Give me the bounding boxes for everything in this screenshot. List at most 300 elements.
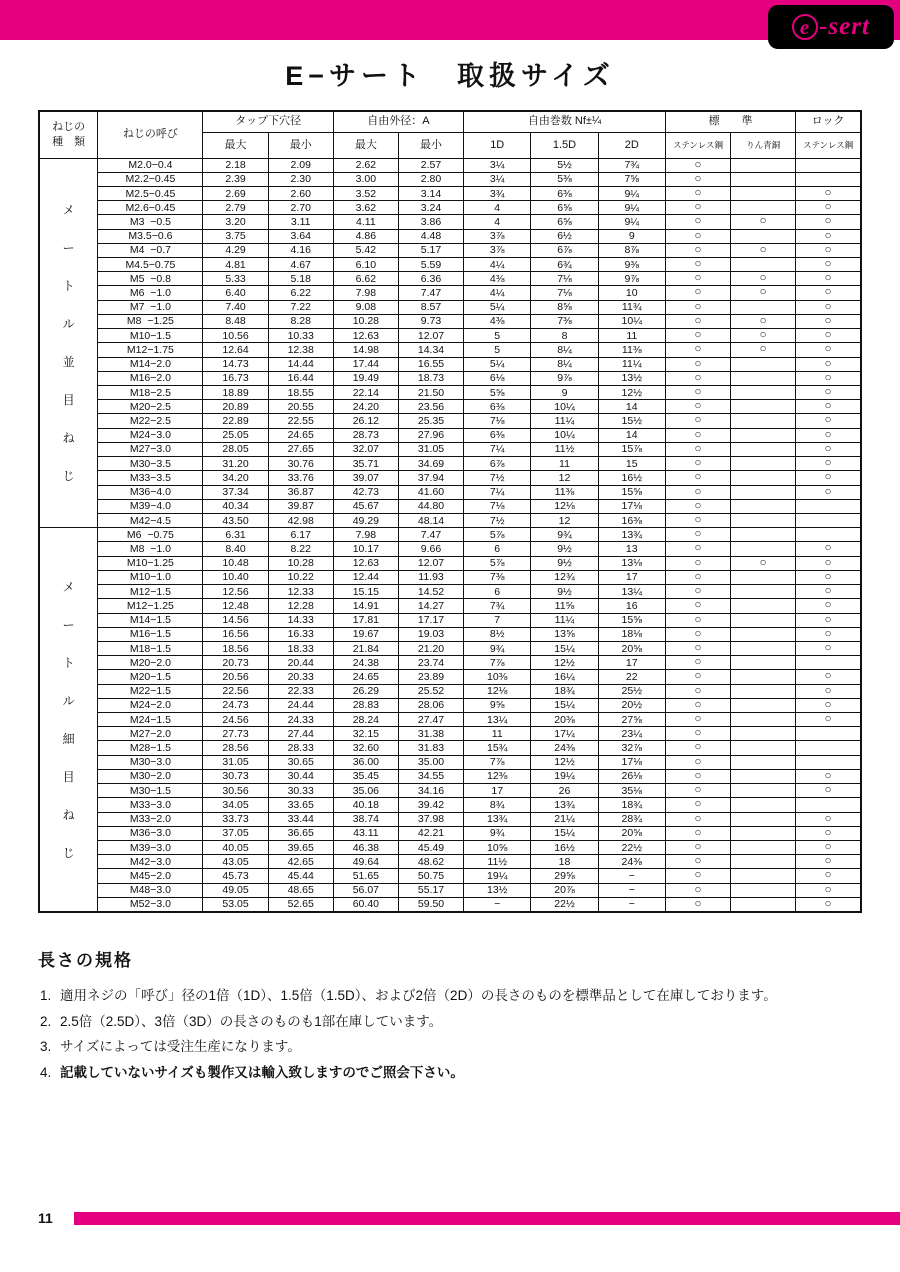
value-cell: 3.20 xyxy=(203,215,268,229)
availability-mark: ○ xyxy=(665,897,730,912)
value-cell: 38.74 xyxy=(333,812,398,826)
availability-mark xyxy=(731,400,796,414)
availability-mark: ○ xyxy=(665,457,730,471)
availability-mark xyxy=(731,542,796,556)
value-cell: 17⅛ xyxy=(598,755,665,769)
value-cell: 15¾ xyxy=(464,741,531,755)
value-cell: 2.62 xyxy=(333,158,398,172)
value-cell: 11⅜ xyxy=(531,485,598,499)
value-cell: 42.21 xyxy=(398,826,463,840)
note-number: 2. xyxy=(40,1013,52,1029)
value-cell: 25.52 xyxy=(398,684,463,698)
table-row xyxy=(39,513,861,527)
value-cell: 20.73 xyxy=(203,656,268,670)
value-cell: 18.55 xyxy=(268,386,333,400)
value-cell: 33.44 xyxy=(268,812,333,826)
value-cell: 22 xyxy=(598,670,665,684)
thread-size-cell: M27−2.0 xyxy=(98,727,203,741)
thread-size-cell: M4 −0.7 xyxy=(98,243,203,257)
value-cell: 10.22 xyxy=(268,570,333,584)
value-cell: 52.65 xyxy=(268,897,333,912)
table-row xyxy=(39,457,861,471)
availability-mark: ○ xyxy=(731,556,796,570)
value-cell: 39.65 xyxy=(268,841,333,855)
availability-mark: ○ xyxy=(796,855,861,869)
table-row xyxy=(39,357,861,371)
thread-size-cell: M30−1.5 xyxy=(98,784,203,798)
value-cell: 14.52 xyxy=(398,585,463,599)
availability-mark: ○ xyxy=(796,784,861,798)
value-cell: 10¼ xyxy=(531,400,598,414)
availability-mark xyxy=(731,841,796,855)
value-cell: 12.48 xyxy=(203,599,268,613)
value-cell: 24.65 xyxy=(268,428,333,442)
value-cell: 12 xyxy=(531,471,598,485)
thread-size-cell: M10−1.0 xyxy=(98,570,203,584)
value-cell: 3.00 xyxy=(333,172,398,186)
value-cell: 24.33 xyxy=(268,713,333,727)
value-cell: 6.31 xyxy=(203,528,268,542)
value-cell: 20⅞ xyxy=(531,883,598,897)
value-cell: − xyxy=(598,897,665,912)
value-cell: 35.00 xyxy=(398,755,463,769)
value-cell: 3.64 xyxy=(268,229,333,243)
availability-mark xyxy=(731,713,796,727)
value-cell: 15½ xyxy=(598,414,665,428)
header-free-coils: 自由巻数 Nf±¼ xyxy=(464,111,666,132)
availability-mark: ○ xyxy=(665,698,730,712)
table-row xyxy=(39,784,861,798)
value-cell: 25.05 xyxy=(203,428,268,442)
value-cell: 30.73 xyxy=(203,769,268,783)
availability-mark xyxy=(731,585,796,599)
table-row xyxy=(39,300,861,314)
value-cell: 12⅛ xyxy=(464,684,531,698)
value-cell: 2.09 xyxy=(268,158,333,172)
availability-mark: ○ xyxy=(665,769,730,783)
availability-mark: ○ xyxy=(665,371,730,385)
value-cell: 17 xyxy=(464,784,531,798)
value-cell: 30.76 xyxy=(268,457,333,471)
value-cell: 21¼ xyxy=(531,812,598,826)
size-table xyxy=(38,110,862,913)
availability-mark: ○ xyxy=(665,613,730,627)
value-cell: 36.65 xyxy=(268,826,333,840)
value-cell: 28.83 xyxy=(333,698,398,712)
value-cell: 28.05 xyxy=(203,442,268,456)
value-cell: 39.07 xyxy=(333,471,398,485)
value-cell: 40.18 xyxy=(333,798,398,812)
value-cell: 7¼ xyxy=(464,442,531,456)
thread-size-cell: M24−1.5 xyxy=(98,713,203,727)
value-cell: 15 xyxy=(598,457,665,471)
value-cell: 45.73 xyxy=(203,869,268,883)
table-row xyxy=(39,186,861,200)
value-cell: 6⅜ xyxy=(531,186,598,200)
value-cell: 28.24 xyxy=(333,713,398,727)
value-cell: 26.29 xyxy=(333,684,398,698)
value-cell: 42.73 xyxy=(333,485,398,499)
value-cell: 4⅜ xyxy=(464,314,531,328)
value-cell: 15⅝ xyxy=(598,613,665,627)
value-cell: 44.80 xyxy=(398,499,463,513)
value-cell: 17 xyxy=(598,570,665,584)
availability-mark xyxy=(731,741,796,755)
note-text: 適用ネジの「呼び」径の1倍（1D）、1.5倍（1.5D）、および2倍（2D）の長さのものを標準品として在庫しております。 xyxy=(60,988,777,1003)
value-cell: 8¼ xyxy=(531,343,598,357)
availability-mark: ○ xyxy=(665,641,730,655)
value-cell: 18¾ xyxy=(531,684,598,698)
value-cell: 2.69 xyxy=(203,186,268,200)
note-number: 4. xyxy=(40,1064,52,1080)
value-cell: 9¾ xyxy=(531,528,598,542)
value-cell: 20.33 xyxy=(268,670,333,684)
value-cell: 17.17 xyxy=(398,613,463,627)
availability-mark: ○ xyxy=(665,357,730,371)
value-cell: 23.56 xyxy=(398,400,463,414)
availability-mark: ○ xyxy=(796,243,861,257)
note-text: サイズによっては受注生産になります。 xyxy=(60,1039,301,1055)
thread-size-cell: M10−1.5 xyxy=(98,329,203,343)
value-cell: 31.05 xyxy=(398,442,463,456)
value-cell: 18.56 xyxy=(203,641,268,655)
value-cell: 7½ xyxy=(464,513,531,527)
value-cell: 43.50 xyxy=(203,513,268,527)
value-cell: 6⅜ xyxy=(464,400,531,414)
availability-mark xyxy=(731,428,796,442)
availability-mark: ○ xyxy=(796,570,861,584)
value-cell: 40.05 xyxy=(203,841,268,855)
value-cell: 27⅝ xyxy=(598,713,665,727)
availability-mark: ○ xyxy=(665,570,730,584)
availability-mark: ○ xyxy=(665,243,730,257)
availability-mark: ○ xyxy=(796,883,861,897)
value-cell: 14 xyxy=(598,400,665,414)
note-text: 記載していないサイズも製作又は輸入致しますのでご照会下さい。 xyxy=(60,1064,464,1080)
value-cell: 27.44 xyxy=(268,727,333,741)
value-cell: 8.22 xyxy=(268,542,333,556)
availability-mark xyxy=(731,755,796,769)
value-cell: 4.11 xyxy=(333,215,398,229)
value-cell: 5.33 xyxy=(203,272,268,286)
value-cell: 20⅝ xyxy=(598,826,665,840)
value-cell: 4.81 xyxy=(203,258,268,272)
availability-mark: ○ xyxy=(731,343,796,357)
value-cell: 8.57 xyxy=(398,300,463,314)
value-cell: 14.56 xyxy=(203,613,268,627)
value-cell: 17.44 xyxy=(333,357,398,371)
value-cell: 30.33 xyxy=(268,784,333,798)
value-cell: 15¼ xyxy=(531,641,598,655)
value-cell: 18¾ xyxy=(598,798,665,812)
availability-mark: ○ xyxy=(665,713,730,727)
esert-logo xyxy=(768,5,894,49)
availability-mark xyxy=(731,172,796,186)
availability-mark: ○ xyxy=(796,186,861,200)
value-cell: 28.56 xyxy=(203,741,268,755)
value-cell: 12.64 xyxy=(203,343,268,357)
value-cell: 2.18 xyxy=(203,158,268,172)
availability-mark: ○ xyxy=(796,457,861,471)
availability-mark xyxy=(731,670,796,684)
value-cell: 27.96 xyxy=(398,428,463,442)
value-cell: 9.08 xyxy=(333,300,398,314)
thread-size-cell: M33−3.5 xyxy=(98,471,203,485)
value-cell: 32⅞ xyxy=(598,741,665,755)
thread-size-cell: M2.5−0.45 xyxy=(98,186,203,200)
value-cell: 18.89 xyxy=(203,386,268,400)
length-spec-section xyxy=(38,946,862,1089)
availability-mark: ○ xyxy=(796,400,861,414)
value-cell: 8.28 xyxy=(268,314,333,328)
table-row xyxy=(39,713,861,727)
value-cell: 6⅝ xyxy=(531,215,598,229)
value-cell: 31.83 xyxy=(398,741,463,755)
thread-size-cell: M3 −0.5 xyxy=(98,215,203,229)
table-row xyxy=(39,371,861,385)
value-cell: 3.14 xyxy=(398,186,463,200)
value-cell: 7⅜ xyxy=(531,314,598,328)
availability-mark: ○ xyxy=(665,314,730,328)
table-row xyxy=(39,314,861,328)
table-row xyxy=(39,798,861,812)
table-row xyxy=(39,627,861,641)
value-cell: 3.11 xyxy=(268,215,333,229)
value-cell: 27.65 xyxy=(268,442,333,456)
value-cell: 4.67 xyxy=(268,258,333,272)
value-cell: 22.14 xyxy=(333,386,398,400)
value-cell: 14.27 xyxy=(398,599,463,613)
availability-mark: ○ xyxy=(796,229,861,243)
value-cell: 26.12 xyxy=(333,414,398,428)
value-cell: 6⅝ xyxy=(531,201,598,215)
value-cell: 7⅛ xyxy=(464,499,531,513)
availability-mark: ○ xyxy=(796,698,861,712)
value-cell: 5 xyxy=(464,329,531,343)
value-cell: 8.40 xyxy=(203,542,268,556)
availability-mark xyxy=(731,457,796,471)
value-cell: 12½ xyxy=(531,656,598,670)
value-cell: 9 xyxy=(598,229,665,243)
availability-mark: ○ xyxy=(796,684,861,698)
value-cell: 59.50 xyxy=(398,897,463,912)
value-cell: 22½ xyxy=(598,841,665,855)
availability-mark xyxy=(796,172,861,186)
availability-mark xyxy=(731,869,796,883)
note-item xyxy=(38,1038,862,1056)
thread-size-cell: M36−3.0 xyxy=(98,826,203,840)
table-row xyxy=(39,286,861,300)
value-cell: 7 xyxy=(464,613,531,627)
availability-mark: ○ xyxy=(665,656,730,670)
value-cell: 49.29 xyxy=(333,513,398,527)
thread-size-cell: M30−3.5 xyxy=(98,457,203,471)
availability-mark: ○ xyxy=(665,442,730,456)
header-1-5d: 1.5D xyxy=(531,132,598,158)
table-row xyxy=(39,812,861,826)
availability-mark: ○ xyxy=(796,769,861,783)
value-cell: 13 xyxy=(598,542,665,556)
thread-size-cell: M30−3.0 xyxy=(98,755,203,769)
value-cell: 10.33 xyxy=(268,329,333,343)
value-cell: 7.40 xyxy=(203,300,268,314)
value-cell: 55.17 xyxy=(398,883,463,897)
value-cell: 34.55 xyxy=(398,769,463,783)
value-cell: 12⅛ xyxy=(531,499,598,513)
value-cell: 8 xyxy=(531,329,598,343)
availability-mark: ○ xyxy=(665,272,730,286)
length-spec-list xyxy=(38,987,862,1081)
availability-mark: ○ xyxy=(665,229,730,243)
page-title: E−サート 取扱サイズ xyxy=(285,61,615,91)
thread-size-cell: M33−3.0 xyxy=(98,798,203,812)
availability-mark: ○ xyxy=(665,826,730,840)
value-cell: 24.65 xyxy=(333,670,398,684)
availability-mark: ○ xyxy=(796,329,861,343)
availability-mark xyxy=(796,727,861,741)
value-cell: 7.47 xyxy=(398,528,463,542)
value-cell: 27.47 xyxy=(398,713,463,727)
availability-mark xyxy=(731,442,796,456)
value-cell: 16.33 xyxy=(268,627,333,641)
header-tap-max: 最大 xyxy=(203,132,268,158)
table-row xyxy=(39,585,861,599)
value-cell: 3⅞ xyxy=(464,229,531,243)
value-cell: 5⅞ xyxy=(464,556,531,570)
value-cell: 6⅞ xyxy=(464,457,531,471)
table-row xyxy=(39,613,861,627)
availability-mark: ○ xyxy=(665,727,730,741)
value-cell: 48.62 xyxy=(398,855,463,869)
availability-mark: ○ xyxy=(796,414,861,428)
availability-mark: ○ xyxy=(665,784,730,798)
availability-mark: ○ xyxy=(796,300,861,314)
value-cell: 13¾ xyxy=(598,528,665,542)
availability-mark xyxy=(796,499,861,513)
value-cell: 7⅜ xyxy=(464,570,531,584)
table-row xyxy=(39,883,861,897)
value-cell: 3¼ xyxy=(464,172,531,186)
table-row xyxy=(39,386,861,400)
value-cell: 13¾ xyxy=(464,812,531,826)
value-cell: 13¼ xyxy=(464,713,531,727)
value-cell: 8⅞ xyxy=(598,243,665,257)
availability-mark xyxy=(731,627,796,641)
table-row xyxy=(39,442,861,456)
availability-mark: ○ xyxy=(665,158,730,172)
value-cell: 15⅞ xyxy=(598,442,665,456)
value-cell: 19¼ xyxy=(464,869,531,883)
value-cell: 14.91 xyxy=(333,599,398,613)
value-cell: 35.71 xyxy=(333,457,398,471)
availability-mark: ○ xyxy=(665,755,730,769)
availability-mark: ○ xyxy=(796,897,861,912)
value-cell: 13¼ xyxy=(598,585,665,599)
value-cell: 22½ xyxy=(531,897,598,912)
availability-mark: ○ xyxy=(665,286,730,300)
value-cell: − xyxy=(598,883,665,897)
availability-mark: ○ xyxy=(731,286,796,300)
value-cell: 10⅜ xyxy=(464,670,531,684)
value-cell: 37.94 xyxy=(398,471,463,485)
availability-mark: ○ xyxy=(796,272,861,286)
availability-mark xyxy=(796,513,861,527)
value-cell: 2.39 xyxy=(203,172,268,186)
header-thread-name: ねじの呼び xyxy=(98,111,203,158)
value-cell: 20.55 xyxy=(268,400,333,414)
header-od-min: 最小 xyxy=(398,132,463,158)
thread-size-cell: M5 −0.8 xyxy=(98,272,203,286)
value-cell: 12½ xyxy=(531,755,598,769)
value-cell: 31.38 xyxy=(398,727,463,741)
logo-rest: -sert xyxy=(819,13,870,40)
availability-mark: ○ xyxy=(665,841,730,855)
table-row xyxy=(39,158,861,172)
value-cell: 24.73 xyxy=(203,698,268,712)
value-cell: 11¼ xyxy=(531,414,598,428)
value-cell: 17¼ xyxy=(531,727,598,741)
thread-size-cell: M20−1.5 xyxy=(98,670,203,684)
availability-mark: ○ xyxy=(796,556,861,570)
value-cell: 48.65 xyxy=(268,883,333,897)
value-cell: 10.17 xyxy=(333,542,398,556)
value-cell: 9.73 xyxy=(398,314,463,328)
availability-mark: ○ xyxy=(665,599,730,613)
value-cell: 7½ xyxy=(464,471,531,485)
value-cell: 6.17 xyxy=(268,528,333,542)
value-cell: 6.40 xyxy=(203,286,268,300)
thread-size-cell: M24−3.0 xyxy=(98,428,203,442)
availability-mark xyxy=(731,528,796,542)
value-cell: 7.47 xyxy=(398,286,463,300)
value-cell: 14.44 xyxy=(268,357,333,371)
value-cell: 3⅞ xyxy=(464,243,531,257)
availability-mark: ○ xyxy=(796,215,861,229)
thread-size-cell: M48−3.0 xyxy=(98,883,203,897)
thread-type-vertical-text: メ ー ト ル 細 目 ね じ xyxy=(62,579,75,860)
availability-mark: ○ xyxy=(731,243,796,257)
table-row xyxy=(39,599,861,613)
value-cell: 28.73 xyxy=(333,428,398,442)
value-cell: 21.50 xyxy=(398,386,463,400)
availability-mark xyxy=(796,656,861,670)
header-tap-min: 最小 xyxy=(268,132,333,158)
value-cell: 9⅞ xyxy=(598,272,665,286)
availability-mark: ○ xyxy=(665,684,730,698)
availability-mark xyxy=(731,826,796,840)
value-cell: 16 xyxy=(598,599,665,613)
header-free-od: 自由外径：A xyxy=(333,111,463,132)
availability-mark xyxy=(796,741,861,755)
value-cell: 22.56 xyxy=(203,684,268,698)
availability-mark: ○ xyxy=(731,329,796,343)
value-cell: 43.11 xyxy=(333,826,398,840)
thread-size-cell: M45−2.0 xyxy=(98,869,203,883)
note-text: 2.5倍（2.5D）、3倍（3D）の長さのものも1部在庫しています。 xyxy=(60,1013,443,1029)
availability-mark: ○ xyxy=(665,556,730,570)
availability-mark: ○ xyxy=(665,883,730,897)
thread-size-cell: M39−4.0 xyxy=(98,499,203,513)
value-cell: 5.17 xyxy=(398,243,463,257)
table-row xyxy=(39,670,861,684)
value-cell: 5⅜ xyxy=(531,172,598,186)
value-cell: 9⅝ xyxy=(464,698,531,712)
logo-e-mark: e xyxy=(792,14,818,40)
value-cell: 35.06 xyxy=(333,784,398,798)
value-cell: 2.30 xyxy=(268,172,333,186)
table-row xyxy=(39,215,861,229)
availability-mark xyxy=(731,883,796,897)
